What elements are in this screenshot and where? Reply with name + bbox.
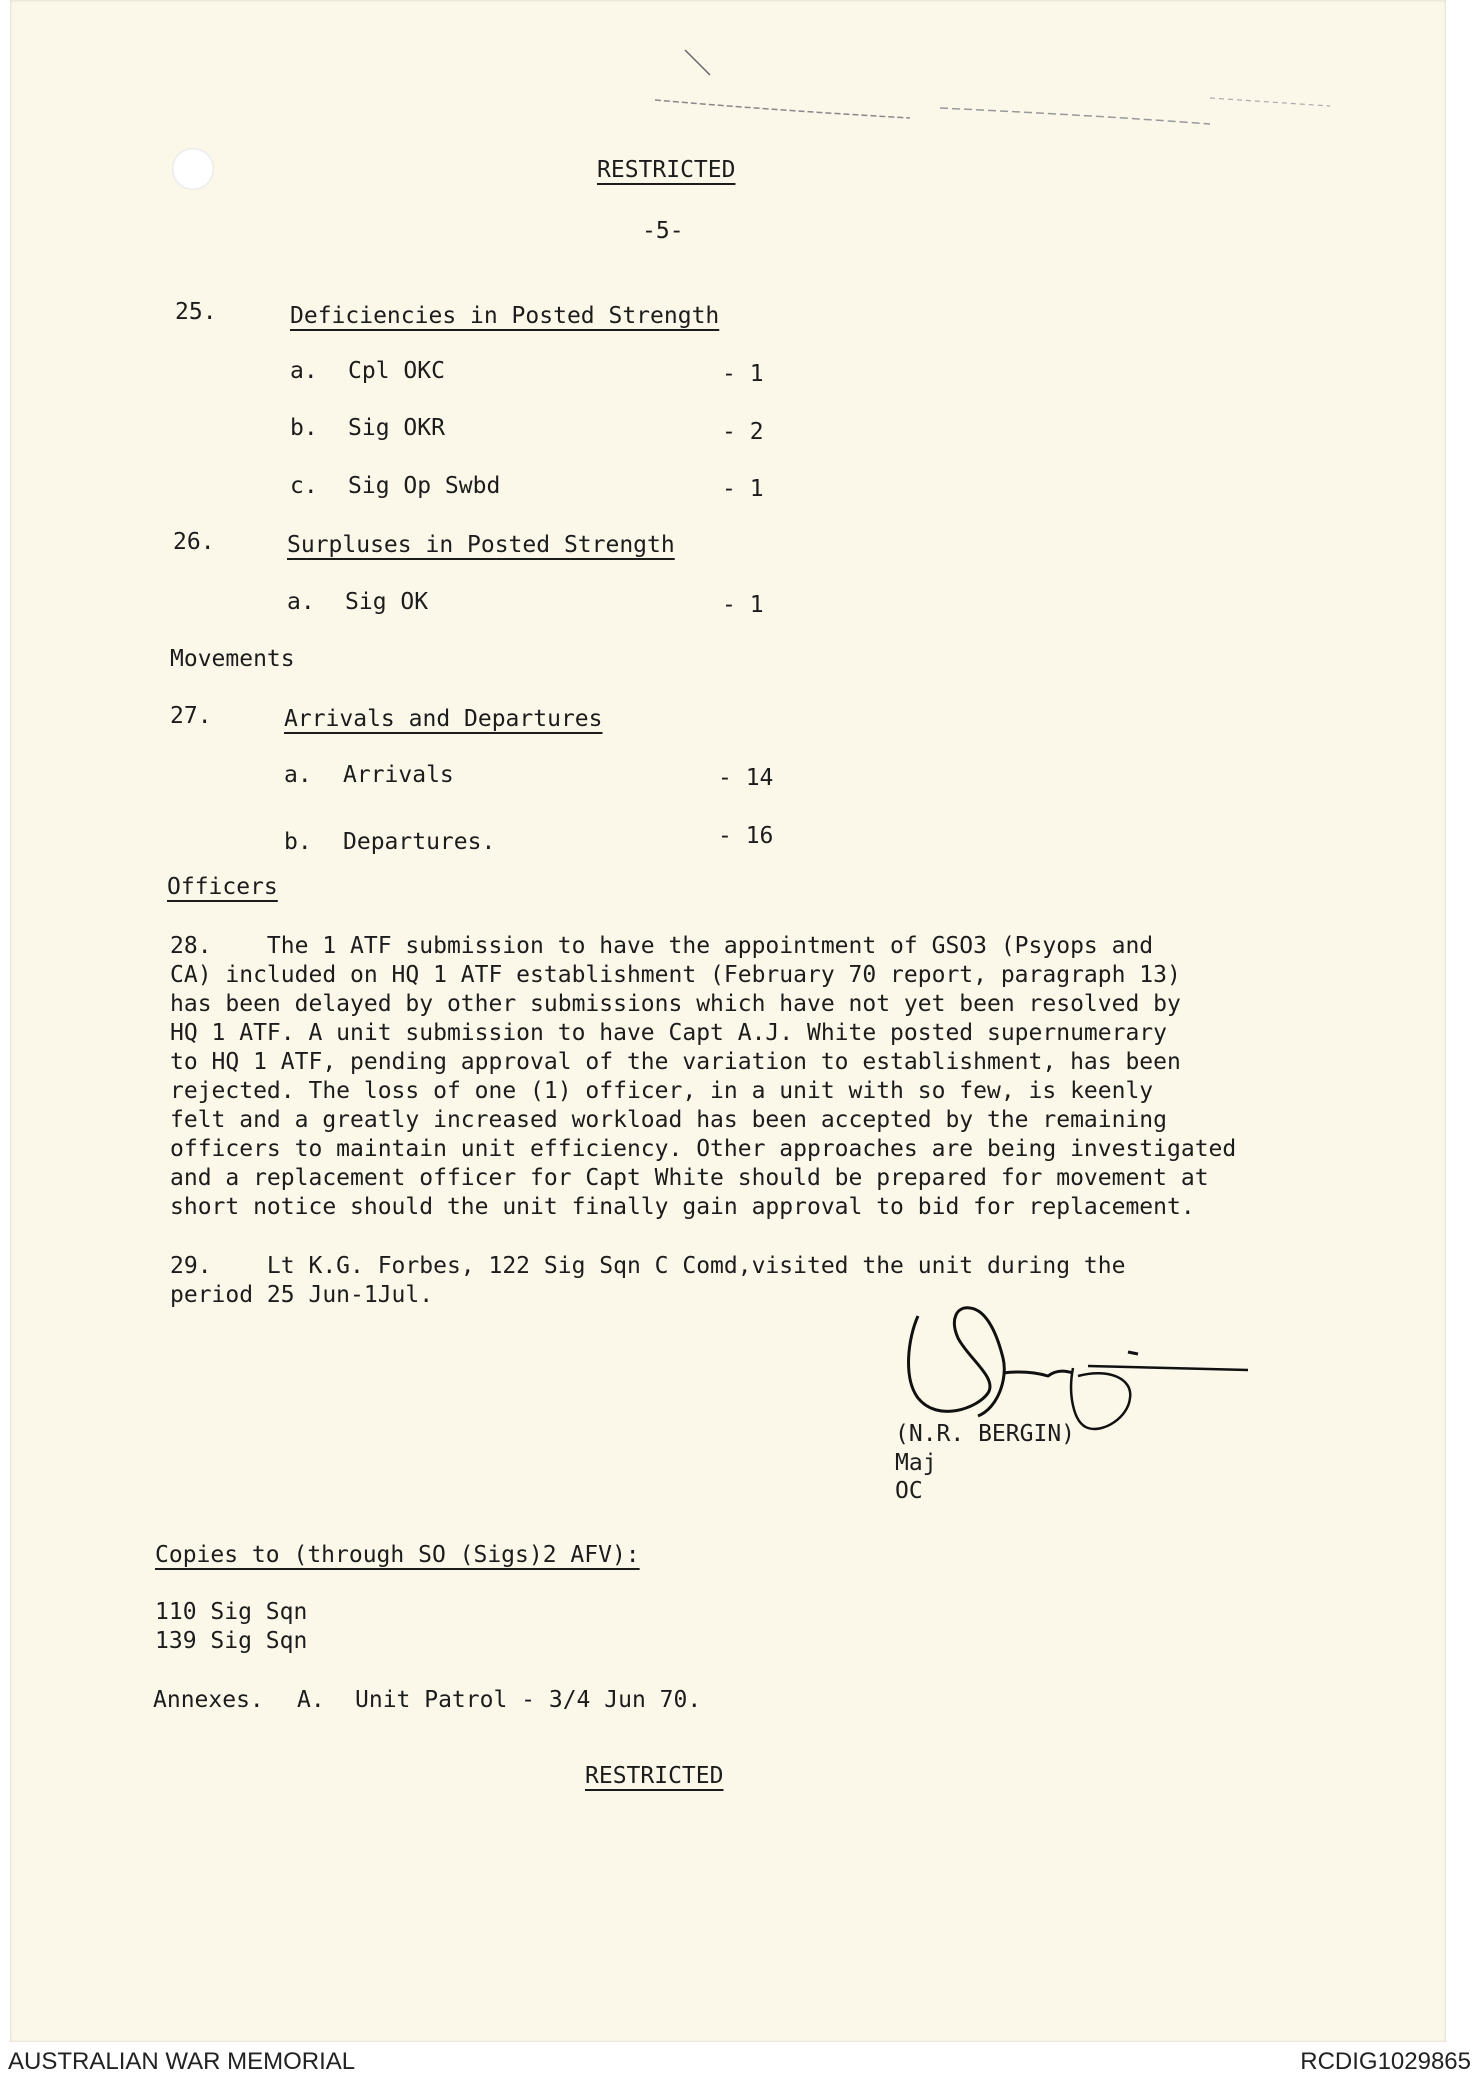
- page-number: -5-: [642, 218, 684, 244]
- copies-heading: [155, 1541, 640, 1570]
- copy-recipient: 110 Sig Sqn: [155, 1599, 308, 1625]
- paragraph-line: 28. The 1 ATF submission to have the appointment of GSO3 (Psyops and: [170, 933, 1154, 959]
- surpluses-heading: Surpluses in Posted Strength: [287, 532, 675, 558]
- paragraph-line: period 25 Jun-1Jul.: [170, 1282, 434, 1308]
- para-number-25: 25.: [175, 299, 217, 325]
- signatory-rank: Maj: [895, 1450, 937, 1476]
- list-item-count: - 2: [722, 419, 764, 445]
- arrivals-departures-heading: Arrivals and Departures: [284, 706, 603, 732]
- list-item-letter: b.: [284, 829, 312, 855]
- list-item-letter: a.: [287, 589, 315, 615]
- document-page: [10, 0, 1446, 2042]
- annexes-label: Annexes.: [153, 1687, 264, 1713]
- signatory-name: (N.R. BERGIN): [895, 1421, 1076, 1447]
- deficiencies-heading: Deficiencies in Posted Strength: [290, 303, 720, 329]
- footer-record-id: RCDIG1029865: [1300, 2048, 1471, 2075]
- paragraph-line: felt and a greatly increased workload has been accepted by the remaining: [170, 1107, 1167, 1133]
- list-item-letter: a.: [290, 358, 318, 384]
- paragraph-line: to HQ 1 ATF, pending approval of the variation to establishment, has been: [170, 1049, 1181, 1075]
- signatory-appointment: OC: [895, 1478, 923, 1504]
- paragraph-line: CA) included on HQ 1 ATF establishment (February 70 report, paragraph 13): [170, 962, 1181, 988]
- paragraph-line: officers to maintain unit efficiency. Other approaches are being investigated: [170, 1136, 1237, 1162]
- annex-letter: A.: [297, 1687, 325, 1713]
- paragraph-28: [170, 932, 1300, 1222]
- paragraph-line: and a replacement officer for Capt White should be prepared for movement at: [170, 1165, 1209, 1191]
- list-item-letter: c.: [290, 473, 318, 499]
- paragraph-line: short notice should the unit finally gain approval to bid for replacement.: [170, 1194, 1195, 1220]
- list-item-label: Sig OK: [345, 589, 429, 615]
- copy-recipient: 139 Sig Sqn: [155, 1628, 308, 1654]
- officers-section-heading: Officers: [167, 874, 278, 900]
- footer-archive-name: AUSTRALIAN WAR MEMORIAL: [8, 2048, 356, 2075]
- list-item-count: - 14: [718, 765, 774, 791]
- paragraph-line: rejected. The loss of one (1) officer, in a unit with so few, is keenly: [170, 1078, 1154, 1104]
- list-item-count: - 16: [718, 823, 774, 849]
- faint-writing-mark: [570, 40, 1350, 130]
- punch-hole: [172, 148, 214, 190]
- para-number-26: 26.: [173, 529, 215, 555]
- list-item-label: Departures.: [343, 829, 496, 855]
- paragraph-line: HQ 1 ATF. A unit submission to have Capt A.J. White posted supernumerary: [170, 1020, 1167, 1046]
- list-item-label: Arrivals: [343, 762, 454, 788]
- paragraph-line: 29. Lt K.G. Forbes, 122 Sig Sqn C Comd,visited the unit during the: [170, 1253, 1126, 1279]
- classification-top: RESTRICTED: [597, 157, 736, 183]
- para-number-27: 27.: [170, 703, 212, 729]
- list-item-letter: a.: [284, 762, 312, 788]
- annex-text: Unit Patrol - 3/4 Jun 70.: [355, 1687, 702, 1713]
- list-item-label: Sig Op Swbd: [348, 473, 501, 499]
- list-item-count: - 1: [722, 361, 764, 387]
- list-item-label: Cpl OKC: [348, 358, 445, 384]
- list-item-letter: b.: [290, 415, 318, 441]
- list-item-label: Sig OKR: [348, 415, 445, 441]
- list-item-count: - 1: [722, 476, 764, 502]
- classification-bottom: RESTRICTED: [585, 1763, 724, 1789]
- copies-heading-text: Copies to (through SO (Sigs)2 AFV):: [155, 1542, 640, 1568]
- paragraph-line: has been delayed by other submissions which have not yet been resolved by: [170, 991, 1181, 1017]
- list-item-count: - 1: [722, 592, 764, 618]
- movements-section-heading: Movements: [170, 646, 295, 672]
